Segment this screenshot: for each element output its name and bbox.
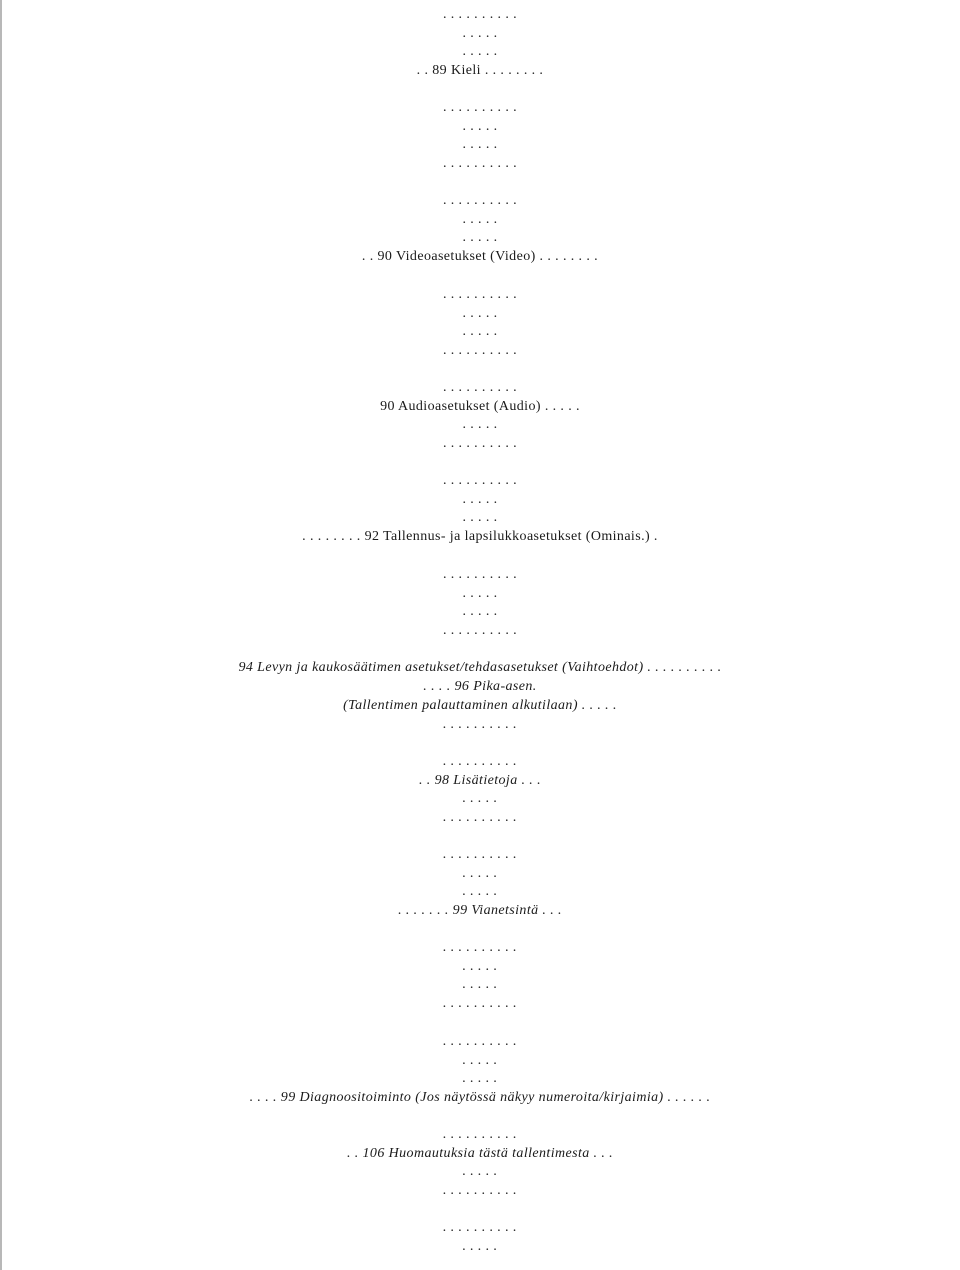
toc-line: . . . . . . . . . . bbox=[442, 1034, 518, 1049]
toc-line: . . . . . . . . . . bbox=[442, 1127, 518, 1142]
toc-line: . . . . . bbox=[462, 44, 498, 59]
toc-line: . . . . . bbox=[462, 604, 498, 619]
toc-line: . . 89 Kieli . . . . . . . . bbox=[416, 63, 544, 78]
toc-line: . . . . 96 Pika-asen. bbox=[423, 679, 537, 694]
toc-line: . . . . . bbox=[462, 866, 498, 881]
toc-line: . . . . . . . . . . bbox=[442, 996, 518, 1011]
toc-line: . . . . . . . 99 Vianetsintä . . . bbox=[398, 903, 562, 918]
toc-line: . . . . . . . . . . bbox=[442, 343, 518, 358]
toc-line: . . . . . . . . 92 Tallennus- ja lapsilukkoasetukset (Ominais.) . bbox=[302, 529, 658, 544]
toc-line: . . . . . . . . . . bbox=[442, 1183, 518, 1198]
toc-line: . . . . . bbox=[462, 586, 498, 601]
toc-line: . . . . . bbox=[462, 324, 498, 339]
toc-line: . . . . . bbox=[462, 959, 498, 974]
toc-line: . . . . . . . . . . bbox=[442, 567, 518, 582]
toc-line: . . . . . bbox=[462, 212, 498, 227]
toc-line: 94 Levyn ja kaukosäätimen asetukset/tehdasasetukset (Vaihtoehdot) . . . . . . . . . . bbox=[238, 660, 722, 675]
toc-line: . . . . . . . . . . bbox=[442, 100, 518, 115]
toc-line: . . . . . bbox=[462, 977, 498, 992]
toc-line: . . . . . bbox=[462, 26, 498, 41]
toc-line: . . . . . . . . . . bbox=[442, 287, 518, 302]
toc-line: . . . . . . . . . . bbox=[442, 156, 518, 171]
toc-line: . . . . . . . . . . bbox=[442, 847, 518, 862]
toc-line: . . . . . . . . . . bbox=[442, 1220, 518, 1235]
toc-line: (Tallentimen palauttaminen alkutilaan) . . . . . bbox=[343, 698, 617, 713]
toc-line: . . . . 99 Diagnoositoiminto (Jos näytössä näkyy numeroita/kirjaimia) . . . . . . bbox=[249, 1090, 711, 1105]
toc-line: . . 98 Lisätietoja . . . bbox=[419, 773, 541, 788]
toc-line: . . . . . . . . . . bbox=[442, 380, 518, 395]
toc-line: . . . . . bbox=[462, 1053, 498, 1068]
toc-line: 90 Audioasetukset (Audio) . . . . . bbox=[380, 399, 580, 414]
toc-line: . . . . . bbox=[462, 1164, 498, 1179]
toc-line: . . . . . bbox=[462, 119, 498, 134]
toc-line: . . . . . bbox=[462, 884, 498, 899]
toc-line: . . 106 Huomautuksia tästä tallentimesta . . . bbox=[346, 1146, 614, 1161]
toc-line: . . . . . bbox=[462, 791, 498, 806]
toc-line: . . . . . bbox=[462, 1071, 498, 1086]
toc-line: . . . . . . . . . . bbox=[442, 436, 518, 451]
toc-line: . . . . . bbox=[462, 417, 498, 432]
toc-line: . . . . . bbox=[462, 492, 498, 507]
toc-line: . . . . . bbox=[462, 510, 498, 525]
toc-line: . . . . . . . . . . bbox=[442, 940, 518, 955]
toc-line: . . . . . . . . . . bbox=[442, 473, 518, 488]
toc-line: . . . . . . . . . . bbox=[442, 810, 518, 825]
toc-line: . . . . . . . . . . bbox=[442, 623, 518, 638]
toc-line: . . . . . bbox=[462, 230, 498, 245]
toc-line: . . . . . bbox=[462, 306, 498, 321]
toc-line: . . . . . bbox=[462, 137, 498, 152]
toc-line: . . . . . . . . . . bbox=[442, 7, 518, 22]
toc-line: . . . . . . . . . . bbox=[442, 717, 518, 732]
toc-line: . . . . . . . . . . bbox=[442, 754, 518, 769]
toc-line: . . . . . bbox=[462, 1239, 498, 1254]
toc-line: . . 90 Videoasetukset (Video) . . . . . . . . bbox=[361, 249, 599, 264]
toc-line: . . . . . . . . . . bbox=[442, 193, 518, 208]
